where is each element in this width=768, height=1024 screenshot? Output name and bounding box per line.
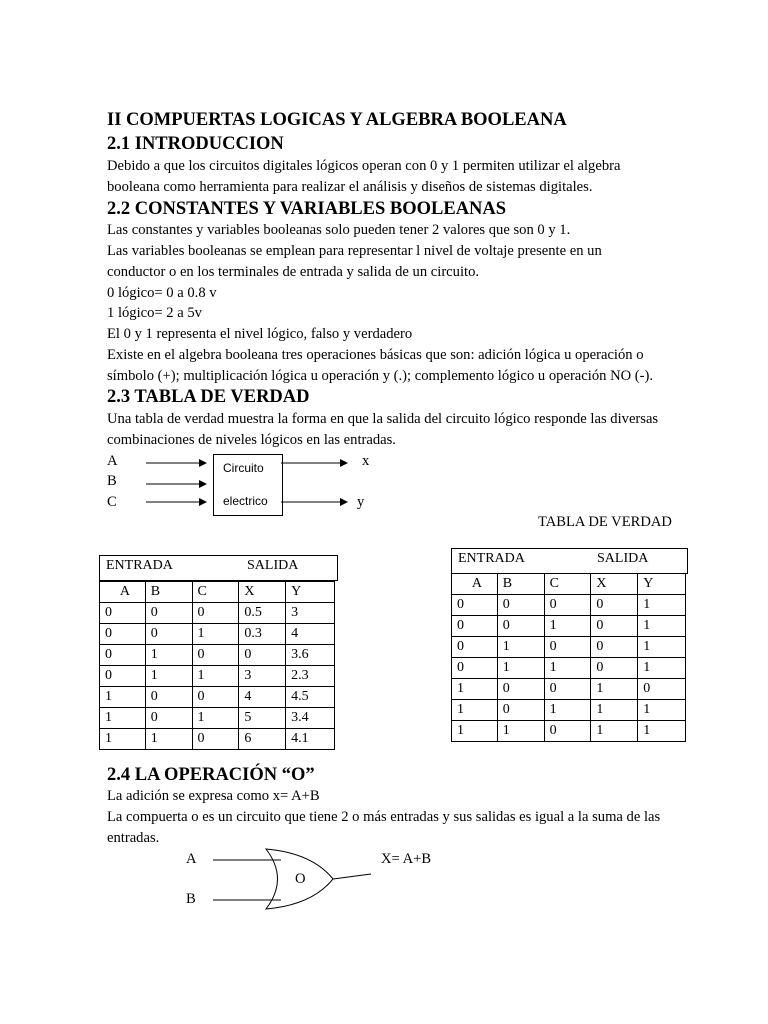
table-row bbox=[452, 700, 686, 721]
constantes-line-6: El 0 y 1 representa el nivel lógico, falso y verdadero bbox=[107, 326, 413, 342]
table-cell: 4 bbox=[239, 687, 286, 708]
table-cell: 1 bbox=[638, 700, 686, 721]
table-cell: 0 bbox=[497, 595, 544, 616]
table-cell: 0 bbox=[544, 679, 591, 700]
table-cell: 0.3 bbox=[239, 624, 286, 645]
table-cell: 0 bbox=[192, 729, 239, 750]
table-row bbox=[452, 595, 686, 616]
table-cell: 0 bbox=[497, 616, 544, 637]
or-output-line bbox=[333, 874, 371, 879]
column-header: A bbox=[452, 574, 498, 595]
section-heading-2-4: 2.4 LA OPERACIÓN “O” bbox=[107, 765, 315, 785]
table-cell: 3.6 bbox=[286, 645, 335, 666]
table-cell: 0 bbox=[591, 637, 638, 658]
table-cell: 0 bbox=[497, 679, 544, 700]
table-cell: 1 bbox=[544, 700, 591, 721]
or-gate-input-b: B bbox=[186, 891, 196, 907]
table-cell: 1 bbox=[145, 729, 192, 750]
table-cell: 1 bbox=[452, 700, 498, 721]
column-header: A bbox=[100, 582, 146, 603]
table-cell: 1 bbox=[638, 721, 686, 742]
table-cell: 3.4 bbox=[286, 708, 335, 729]
column-header: C bbox=[544, 574, 591, 595]
table2-header bbox=[451, 548, 688, 574]
column-header: B bbox=[497, 574, 544, 595]
table-cell: 0 bbox=[591, 658, 638, 679]
circuit-input-c: C bbox=[107, 494, 117, 510]
table-cell: 1 bbox=[497, 637, 544, 658]
table-cell: 0 bbox=[100, 624, 146, 645]
table-cell: 1 bbox=[192, 708, 239, 729]
table1-header bbox=[99, 555, 338, 581]
section-heading-2-2: 2.2 CONSTANTES Y VARIABLES BOOLEANAS bbox=[107, 199, 507, 219]
table1-entrada-label: ENTRADA bbox=[106, 558, 173, 573]
table-cell: 1 bbox=[497, 658, 544, 679]
table-cell: 0 bbox=[638, 679, 686, 700]
table-cell: 1 bbox=[145, 666, 192, 687]
table1-salida-label: SALIDA bbox=[247, 558, 299, 573]
table-cell: 0 bbox=[452, 616, 498, 637]
table-row bbox=[100, 645, 335, 666]
table-cell: 1 bbox=[145, 645, 192, 666]
main-title: II COMPUERTAS LOGICAS Y ALGEBRA BOOLEANA bbox=[107, 110, 567, 130]
table-cell: 0 bbox=[192, 687, 239, 708]
table-cell: 1 bbox=[591, 700, 638, 721]
or-line-3: entradas. bbox=[107, 830, 160, 846]
table-cell: 6 bbox=[239, 729, 286, 750]
table-row bbox=[452, 679, 686, 700]
table2-entrada-label: ENTRADA bbox=[458, 551, 525, 566]
table-cell: 0 bbox=[145, 687, 192, 708]
circuit-output-x: x bbox=[362, 453, 370, 469]
table-cell: 4 bbox=[286, 624, 335, 645]
table-cell: 0 bbox=[544, 637, 591, 658]
table-cell: 1 bbox=[638, 616, 686, 637]
constantes-line-7: Existe en el algebra booleana tres operaciones básicas que son: adición lógica u operación o bbox=[107, 347, 644, 363]
table2-salida-label: SALIDA bbox=[597, 551, 649, 566]
table-cell: 0 bbox=[544, 595, 591, 616]
table-cell: 2.3 bbox=[286, 666, 335, 687]
table-cell: 0 bbox=[100, 645, 146, 666]
constantes-line-1: Las constantes y variables booleanas solo pueden tener 2 valores que son 0 y 1. bbox=[107, 222, 571, 238]
section-heading-2-3: 2.3 TABLA DE VERDAD bbox=[107, 387, 310, 407]
table-row bbox=[100, 729, 335, 750]
table-cell: 0 bbox=[452, 658, 498, 679]
table-header-row bbox=[100, 582, 335, 603]
constantes-line-2: Las variables booleanas se emplean para representar l nivel de voltaje presente en un bbox=[107, 243, 602, 259]
table-cell: 0 bbox=[591, 616, 638, 637]
tabla-caption: TABLA DE VERDAD bbox=[538, 514, 672, 530]
table-cell: 3 bbox=[239, 666, 286, 687]
column-header: X bbox=[591, 574, 638, 595]
table-cell: 0 bbox=[497, 700, 544, 721]
table-cell: 0 bbox=[145, 603, 192, 624]
table-cell: 0.5 bbox=[239, 603, 286, 624]
circuit-input-b: B bbox=[107, 473, 117, 489]
or-line-1: La adición se expresa como x= A+B bbox=[107, 788, 320, 804]
constantes-line-4: 0 lógico= 0 a 0.8 v bbox=[107, 285, 217, 301]
table-cell: 0 bbox=[192, 645, 239, 666]
or-gate-input-a: A bbox=[186, 851, 197, 867]
table-cell: 1 bbox=[638, 595, 686, 616]
table-cell: 1 bbox=[100, 729, 146, 750]
table-cell: 1 bbox=[192, 624, 239, 645]
table-row bbox=[100, 666, 335, 687]
column-header: C bbox=[192, 582, 239, 603]
constantes-line-8: símbolo (+); multiplicación lógica u operación y (.); complemento lógico u operación NO (-). bbox=[107, 368, 654, 384]
table-cell: 0 bbox=[100, 603, 146, 624]
column-header: Y bbox=[286, 582, 335, 603]
table-cell: 1 bbox=[452, 679, 498, 700]
intro-line-1: Debido a que los circuitos digitales lógicos operan con 0 y 1 permiten utilizar el algebra bbox=[107, 158, 621, 174]
column-header: Y bbox=[638, 574, 686, 595]
section-heading-2-1: 2.1 INTRODUCCION bbox=[107, 134, 284, 154]
table-cell: 1 bbox=[100, 708, 146, 729]
truth-table-2 bbox=[451, 573, 686, 742]
table-cell: 0 bbox=[145, 624, 192, 645]
table-header-row bbox=[452, 574, 686, 595]
table-cell: 0 bbox=[100, 666, 146, 687]
truth-table-1 bbox=[99, 581, 335, 750]
circuit-box-label-1: Circuito bbox=[223, 461, 264, 475]
table-cell: 1 bbox=[591, 721, 638, 742]
table-row bbox=[452, 637, 686, 658]
table-cell: 4.5 bbox=[286, 687, 335, 708]
table-cell: 1 bbox=[591, 679, 638, 700]
table-cell: 1 bbox=[497, 721, 544, 742]
table-cell: 0 bbox=[192, 603, 239, 624]
constantes-line-5: 1 lógico= 2 a 5v bbox=[107, 305, 202, 321]
column-header: B bbox=[145, 582, 192, 603]
table-cell: 1 bbox=[638, 637, 686, 658]
or-line-2: La compuerta o es un circuito que tiene 2 o más entradas y sus salidas es igual a la suma de las bbox=[107, 809, 661, 825]
table-row bbox=[452, 721, 686, 742]
table-cell: 1 bbox=[638, 658, 686, 679]
table-row bbox=[100, 687, 335, 708]
or-gate-output: X= A+B bbox=[381, 851, 432, 867]
circuit-box-label-2: electrico bbox=[223, 494, 268, 508]
table-row bbox=[100, 708, 335, 729]
table-cell: 1 bbox=[544, 616, 591, 637]
table-row bbox=[100, 603, 335, 624]
table-row bbox=[452, 658, 686, 679]
table-cell: 1 bbox=[544, 658, 591, 679]
intro-line-2: booleana como herramienta para realizar el análisis y diseños de sistemas digitales. bbox=[107, 179, 593, 195]
table-cell: 0 bbox=[544, 721, 591, 742]
table-cell: 0 bbox=[239, 645, 286, 666]
table-cell: 4.1 bbox=[286, 729, 335, 750]
table-row bbox=[452, 616, 686, 637]
circuit-output-y: y bbox=[357, 494, 365, 510]
column-header: X bbox=[239, 582, 286, 603]
circuit-input-a: A bbox=[107, 453, 118, 469]
table-cell: 3 bbox=[286, 603, 335, 624]
table-cell: 1 bbox=[192, 666, 239, 687]
table-cell: 1 bbox=[100, 687, 146, 708]
table-cell: 0 bbox=[452, 637, 498, 658]
tabla-verdad-line-2: combinaciones de niveles lógicos en las entradas. bbox=[107, 432, 396, 448]
table-cell: 0 bbox=[452, 595, 498, 616]
table-cell: 0 bbox=[591, 595, 638, 616]
table-cell: 1 bbox=[452, 721, 498, 742]
table-cell: 5 bbox=[239, 708, 286, 729]
or-gate-label: O bbox=[295, 871, 306, 887]
table-row bbox=[100, 624, 335, 645]
constantes-line-3: conductor o en los terminales de entrada y salida de un circuito. bbox=[107, 264, 480, 280]
tabla-verdad-line-1: Una tabla de verdad muestra la forma en que la salida del circuito lógico responde las diversas bbox=[107, 411, 659, 427]
table-cell: 0 bbox=[145, 708, 192, 729]
